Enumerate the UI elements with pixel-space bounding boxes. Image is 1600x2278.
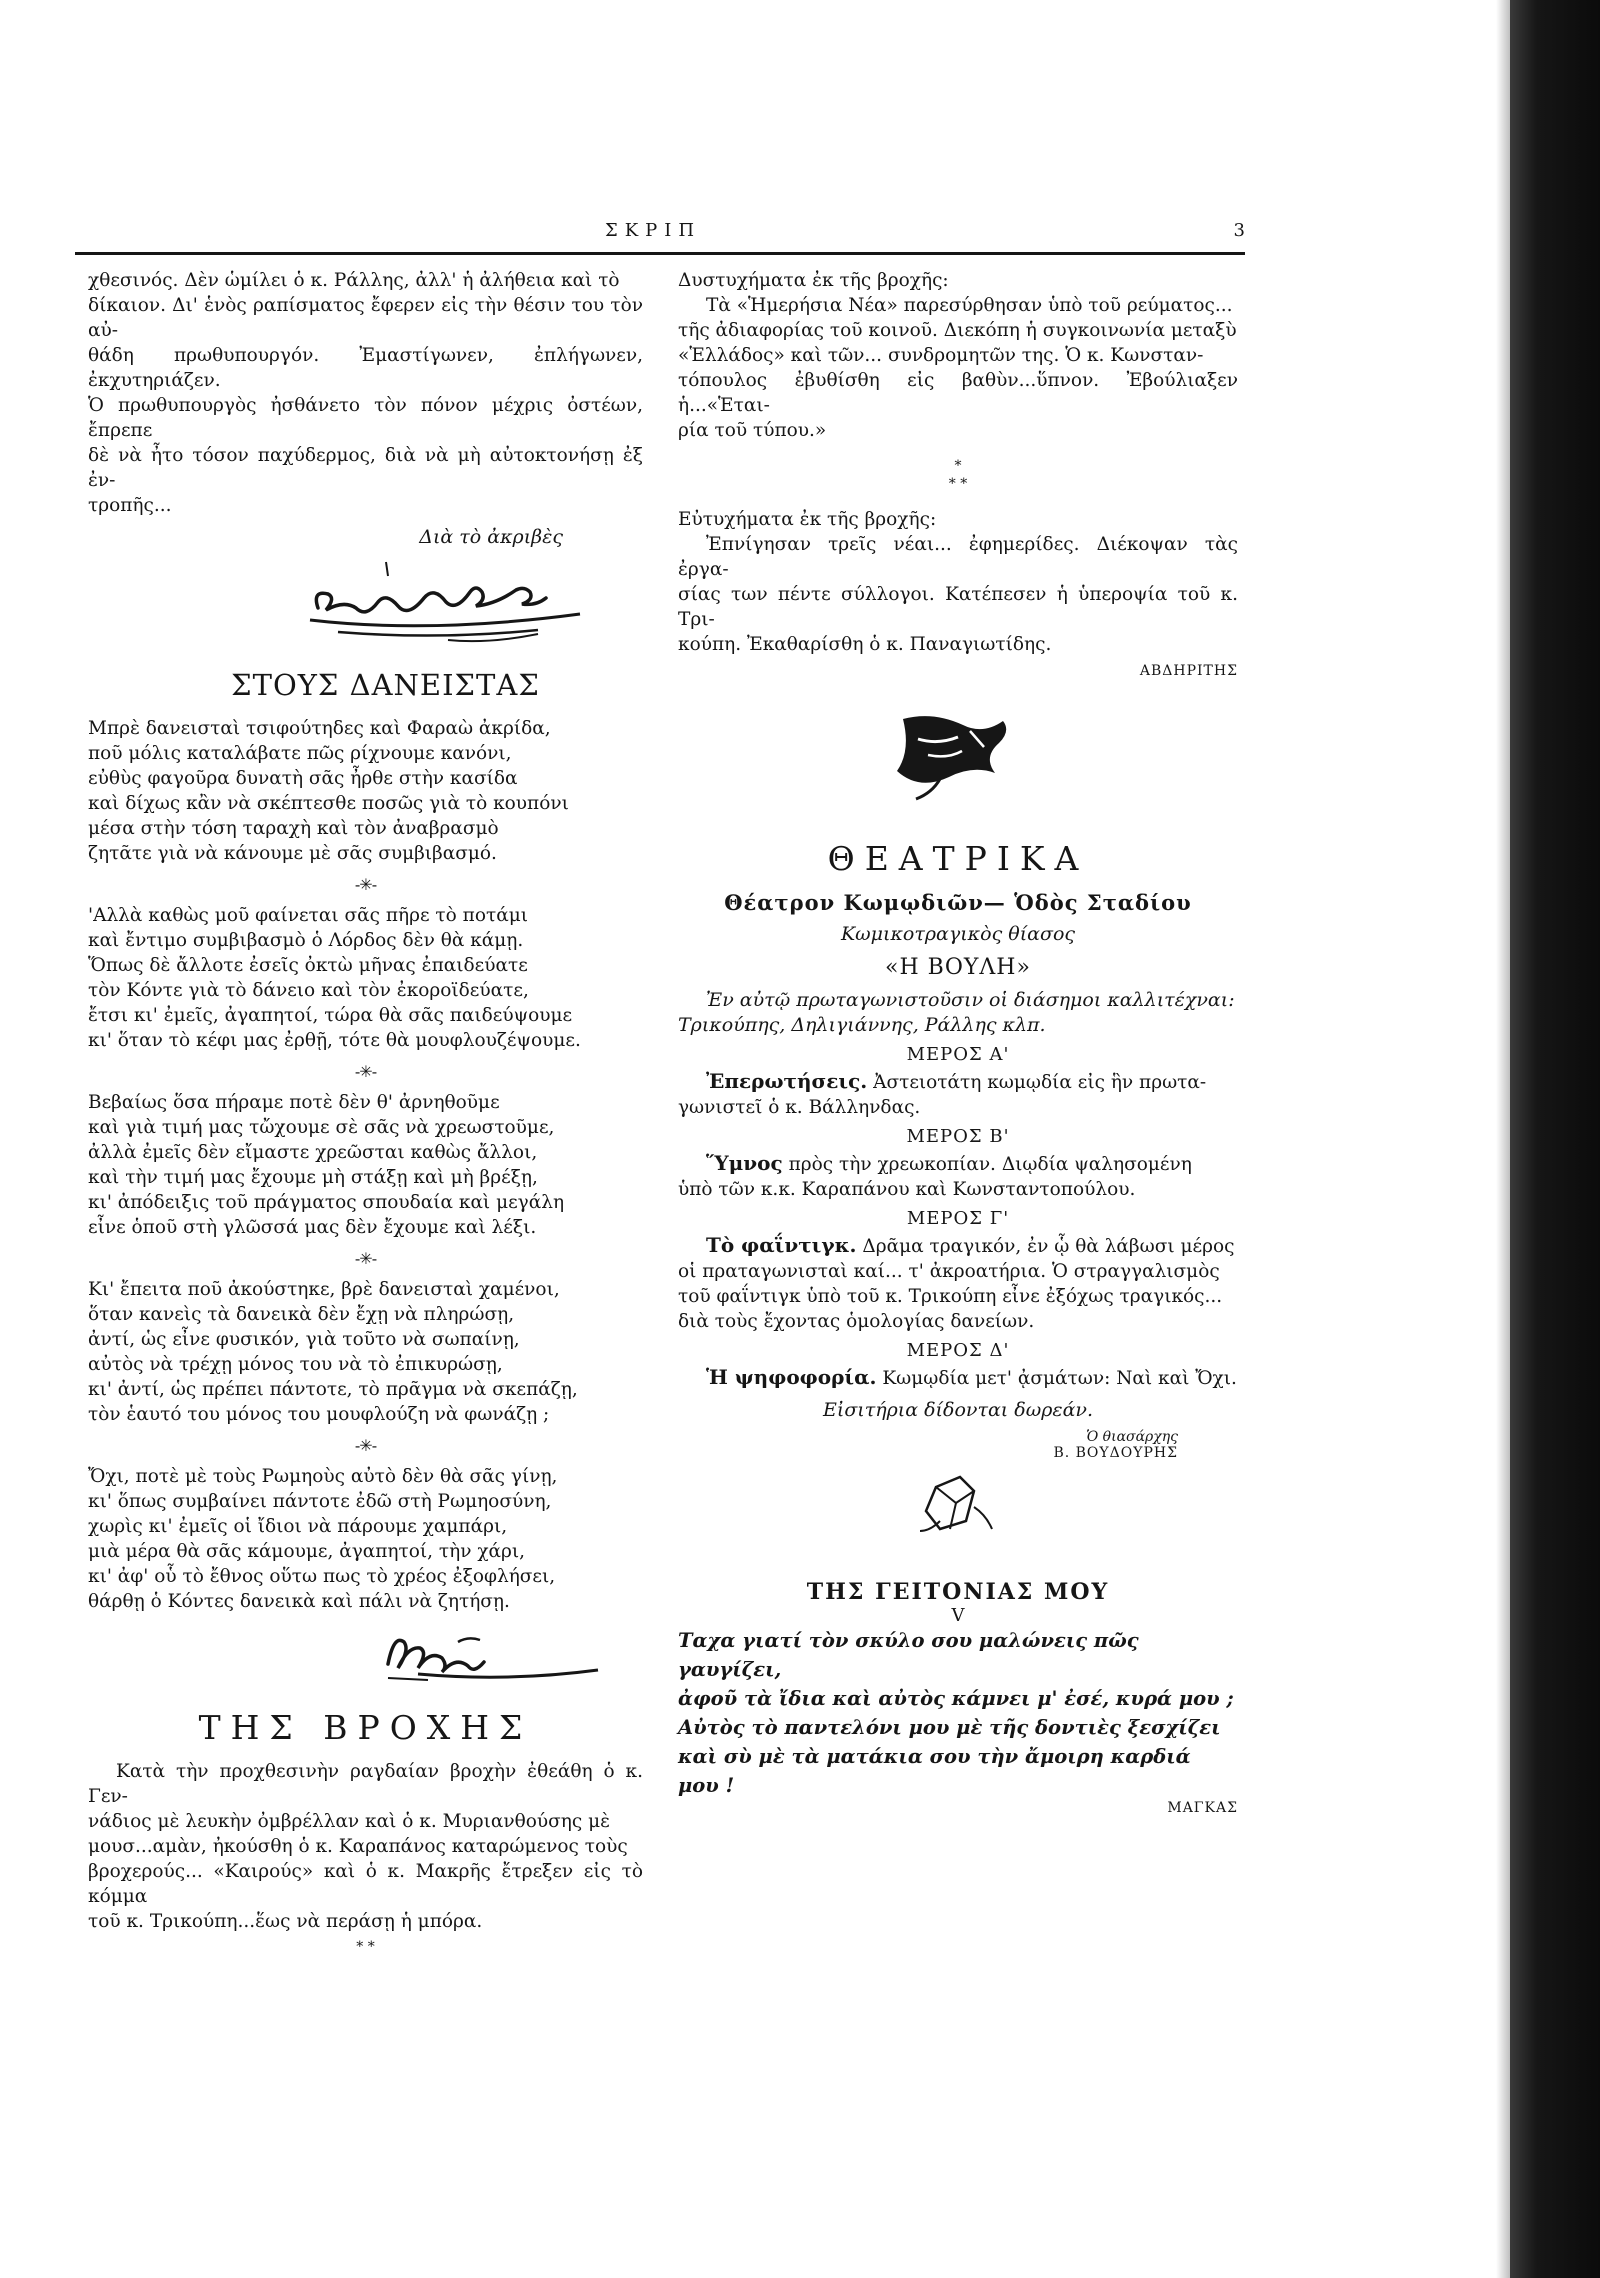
newspaper-title: ΣΚΡΙΠ [605, 220, 702, 241]
rain-fortunes [678, 507, 1238, 657]
intro-line: θάδη πρωθυπουργόν. Ἐμαστίγωνεν, ἐπλήγωνεν, ἐκχυτηριάζεν. [88, 345, 643, 391]
part-heading: ΜΕΡΟΣ Β' [906, 1126, 1010, 1147]
part-name: Ἐπερωτήσεις. [706, 1069, 868, 1093]
poem-stanza [88, 903, 643, 1053]
stanza-separator: -✳- [354, 1249, 377, 1268]
part-text: Κωμῳδία μετ' ᾀσμάτων: Ναὶ καὶ Ὄχι. [882, 1368, 1237, 1389]
rain-line: νάδιος μὲ λευκὴν ὀμβρέλλαν καὶ ὁ κ. Μυριανθούσης μὲ [88, 1811, 611, 1832]
stanza-separator: -✳- [354, 1062, 377, 1081]
poem-stanza [88, 1090, 643, 1240]
fortune-line: κούπη. Ἐκαθαρίσθη ὁ κ. Παναγιωτίδης. [678, 634, 1052, 655]
poem-line: θάρθῃ ὁ Κόντες δανεικὰ καὶ πάλι νὰ ζητήσῃ. [88, 1591, 510, 1612]
rain-article [88, 1759, 643, 1934]
poem-line: κι' ὅταν τὸ κέφι μας ἐρθῇ, τότε θὰ μουφλουζέψουμε. [88, 1030, 581, 1051]
certified-note: Διὰ τὸ ἀκριβὲς [419, 526, 563, 548]
part-name: Τὸ φαΐντιγκ. [706, 1233, 857, 1257]
poem-line: χωρὶς κι' ἐμεῖς οἱ ἴδιοι νὰ πάρουμε χαμπάρι, [88, 1516, 508, 1537]
neighbour-line: Ταχα γιατί τὸν σκύλο σου μαλώνεις πῶς γαυγίζει, [678, 1629, 1139, 1681]
ornament-bird [678, 1461, 1238, 1561]
rain-line: βροχερούς... «Καιρούς» καὶ ὁ κ. Μακρῆς ἔτρεξεν εἰς τὸ κόμμα [88, 1861, 643, 1907]
intro-line: δίκαιον. Δι' ἑνὸς ραπίσματος ἔφερεν εἰς τὴν θέσιν του τὸν αὐ- [88, 295, 643, 341]
poem-line: καὶ γιὰ τιμή μας τὤχουμε σὲ σᾶς νὰ χρεωστοῦμε, [88, 1117, 555, 1138]
misfortune-line: Τὰ «Ἡμερήσια Νέα» παρεσύρθησαν ὑπὸ τοῦ ρεύματος... [706, 295, 1233, 316]
poem-line: Ὅπως δὲ ἄλλοτε ἐσεῖς ὀκτὼ μῆνας ἐπαιδεύατε [88, 955, 528, 976]
poem-line: μέσα στὴν τόση ταραχὴ καὶ τὸν ἀναβρασμὸ [88, 818, 499, 839]
part-heading: ΜΕΡΟΣ Α' [906, 1044, 1010, 1065]
section-stars: * * [356, 1939, 375, 1955]
misfortune-line: Δυστυχήματα ἐκ τῆς βροχῆς: [678, 270, 949, 291]
poem-line: Κι' ἔπειτα ποῦ ἀκούστηκε, βρὲ δανεισταὶ χαμένοι, [88, 1279, 560, 1300]
cast-line: Ἐν αὐτῷ πρωταγωνιστοῦσιν οἱ διάσημοι καλλιτέχναι: [706, 989, 1235, 1011]
poem-stanza [88, 716, 643, 866]
asterism-top: * [954, 458, 962, 474]
fortune-line: σίας των πέντε σύλλογοι. Κατέπεσεν ἡ ὑπεροψία τοῦ κ. Τρι- [678, 584, 1238, 630]
fortune-line: Ἐπνίγησαν τρεῖς νέαι... ἐφημερίδες. Διέκοψαν τὰς ἐργα- [678, 534, 1238, 580]
page-number: 3 [1233, 220, 1245, 241]
theatre-venue: Θέατρον Κωμῳδιῶν— Ὁδὸς Σταδίου [724, 890, 1192, 915]
misfortune-line: τῆς ἀδιαφορίας τοῦ κοινοῦ. Διεκόπη ἡ συγκοινωνία μεταξὺ [678, 320, 1237, 341]
theatre-cast [678, 988, 1238, 1038]
poem-line: καὶ τὴν τιμή μας ἔχουμε μὴ στάξῃ καὶ μὴ βρέξῃ, [88, 1167, 538, 1188]
rain-title: ΤΗΣ ΒΡΟΧΗΣ [198, 1708, 533, 1747]
neighbour-line: ἀφοῦ τὰ ἴδια καὶ αὐτὸς κάμνει μ' ἐσέ, κυρά μου ; [678, 1687, 1234, 1710]
handwritten-signature-graphic [88, 548, 643, 658]
part-text: Δρᾶμα τραγικόν, ἐν ᾧ θὰ λάβωσι μέρος [862, 1236, 1235, 1257]
misfortune-line: «Ἑλλάδος» καὶ τῶν... συνδρομητῶν της. Ὁ κ. Κωνσταν- [678, 345, 1204, 366]
poem-line: κι' ἀπόδειξις τοῦ πράγματος σπουδαία καὶ μεγάλη [88, 1192, 565, 1213]
part-text: Ἀστειοτάτη κωμῳδία εἰς ἣν πρωτα- [873, 1072, 1207, 1093]
neighbour-poem [678, 1626, 1238, 1800]
neighbour-signature: ΜΑΓΚΑΣ [1167, 1800, 1238, 1816]
intro-article [88, 268, 643, 518]
tickets-note: Εἰσιτήρια δίδονται δωρεάν. [823, 1399, 1093, 1421]
poem-line: ἀντί, ὡς εἶνε φυσικόν, γιὰ τοῦτο νὰ σωπαίνῃ, [88, 1329, 520, 1350]
poem-line: ζητᾶτε γιὰ νὰ κάνουμε μὲ σᾶς συμβιβασμό. [88, 843, 497, 864]
poem-line: τὸν Κόντε γιὰ τὸ δάνειο καὶ τὸν ἐκοροϊδεύατε, [88, 980, 529, 1001]
rain-line: τοῦ κ. Τρικούπη...ἕως νὰ περάσῃ ἡ μπόρα. [88, 1911, 483, 1932]
poem-stanza [88, 1277, 643, 1427]
impresario-label: Ὁ θιασάρχης [1086, 1429, 1178, 1445]
poem-line: Βεβαίως ὅσα πήραμε ποτὲ δὲν θ' ἀρνηθοῦμε [88, 1092, 500, 1113]
part-four [678, 1365, 1238, 1391]
poem-to-creditors [88, 716, 643, 1614]
part-heading: ΜΕΡΟΣ Γ' [906, 1208, 1010, 1229]
left-column [88, 268, 643, 1958]
poem-stanza [88, 1464, 643, 1614]
neighbour-line: καὶ σὺ μὲ τὰ ματάκια σου τὴν ἄμοιρη καρδιά μου ! [678, 1745, 1191, 1797]
rain-misfortunes [678, 268, 1238, 443]
part-name: Ἡ ψηφοφορία. [706, 1365, 877, 1389]
part-text: ὑπὸ τῶν κ.κ. Καραπάνου καὶ Κωνσταντοπούλου. [678, 1179, 1136, 1200]
scan-dark-edge [1510, 0, 1600, 2278]
page-header [75, 218, 1245, 258]
poem-line: εἶνε ὁποῦ στὴ γλῶσσά μας δὲν ἔχουμε καὶ λέξι. [88, 1217, 537, 1238]
header-rule [75, 252, 1245, 255]
part-three [678, 1233, 1238, 1334]
neighbour-line: Αὐτὸς τὸ παντελόνι μου μὲ τῆς δοντιὲς ξεσχίζει [678, 1716, 1221, 1739]
poem-line: κι' ἀφ' οὗ τὸ ἔθνος οὕτω πως τὸ χρέος ἐξοφλήσει, [88, 1566, 556, 1587]
poem-line: μιὰ μέρα θὰ σᾶς κάμουμε, ἀγαπητοί, τὴν χάρι, [88, 1541, 526, 1562]
poem-line: ἀλλὰ ἐμεῖς δὲν εἴμαστε χρεῶσται καθὼς ἄλλοι, [88, 1142, 538, 1163]
flag-ornament [678, 679, 1238, 829]
poem-title: ΣΤΟΥΣ ΔΑΝΕΙΣΤΑΣ [231, 668, 540, 702]
scan-shadow [1496, 0, 1510, 2278]
poem-line: ἔτσι κι' ἐμεῖς, ἀγαπητοί, τώρα θὰ σᾶς παιδεύψουμε [88, 1005, 573, 1026]
right-column [678, 268, 1238, 1816]
fortunes-signature: ΑΒΔΗΡΙΤΗΣ [1139, 663, 1238, 679]
poem-line: καὶ δίχως κἂν νὰ σκέπτεσθε ποσῶς γιὰ τὸ κουπόνι [88, 793, 569, 814]
part-two [678, 1151, 1238, 1202]
misfortune-line: ρία τοῦ τύπου.» [678, 420, 827, 441]
part-name: Ὕμνος [706, 1151, 783, 1175]
poem-line: αὐτὸς νὰ τρέχῃ μόνος του νὰ τὸ ἐπικυρώσῃ, [88, 1354, 503, 1375]
poem-line: ποῦ μόλις καταλάβατε πῶς ρίχνουμε κανόνι, [88, 743, 512, 764]
cast-line: Τρικούπης, Δηλιγιάννης, Ράλλης κλπ. [678, 1014, 1046, 1036]
poem-line: ὅταν κανεὶς τὰ δανεικὰ δὲν ἔχῃ νὰ πληρώσῃ, [88, 1304, 515, 1325]
neighbour-numeral: V [951, 1605, 965, 1626]
poem-line: Ὄχι, ποτὲ μὲ τοὺς Ρωμηοὺς αὐτὸ δὲν θὰ σᾶς γίνῃ, [88, 1466, 558, 1487]
poem-line: εὐθὺς φαγοῦρα δυνατὴ σᾶς ἦρθε στὴν κασίδα [88, 768, 518, 789]
poem-line: κι' ὅπως συμβαίνει πάντοτε ἐδῶ στὴ Ρωμηοσύνη, [88, 1491, 552, 1512]
theatre-title: ΘΕΑΤΡΙΚΑ [827, 839, 1089, 878]
neighbour-title: ΤΗΣ ΓΕΙΤΟΝΙΑΣ ΜΟΥ [806, 1579, 1110, 1605]
theatre-troupe: Κωμικοτραγικὸς θίασος [840, 923, 1076, 945]
part-text: τοῦ φαΐντιγκ ὑπὸ τοῦ κ. Τρικούπη εἶνε ἐξόχως τραγικός... [678, 1286, 1223, 1307]
part-text: οἱ πραταγωνισταὶ καί... τ' ἀκροατήρια. Ὁ στραγγαλισμὸς [678, 1261, 1220, 1282]
poem-line: κι' ἀντί, ὡς πρέπει πάντοτε, τὸ πρᾶγμα νὰ σκεπάζῃ, [88, 1379, 578, 1400]
handwritten-signature-graphic [88, 1614, 643, 1694]
rain-line: μουσ...αμὰν, ἠκούσθη ὁ κ. Καραπάνος καταρώμενος τοὺς [88, 1836, 628, 1857]
poem-line: τὸν ἑαυτό του μόνος του μουφλούζη νὰ φωνάζῃ ; [88, 1404, 550, 1425]
asterism-bottom: * * [948, 476, 968, 492]
intro-line: δὲ νὰ ἦτο τόσον παχύδερμος, διὰ νὰ μὴ αὐτοκτονήσῃ ἐξ ἐν- [88, 445, 643, 491]
part-text: γωνιστεῖ ὁ κ. Βάλληνδας. [678, 1097, 921, 1118]
rain-line: Κατὰ τὴν προχθεσινὴν ραγδαίαν βροχὴν ἐθεάθη ὁ κ. Γεν- [88, 1761, 643, 1807]
part-text: διὰ τοὺς ἔχοντας ὁμολογίας δανείων. [678, 1311, 1035, 1332]
theatre-play: «Η ΒΟΥΛΗ» [885, 955, 1031, 980]
part-text: πρὸς τὴν χρεωκοπίαν. Διῳδία ψαλησομένη [788, 1154, 1192, 1175]
impresario-name: Β. ΒΟΥΔΟΥΡΗΣ [1053, 1445, 1178, 1461]
part-one [678, 1069, 1238, 1120]
poem-line: καὶ ἔντιμο συμβιβασμὸ ὁ Λόρδος δὲν θὰ κάμῃ. [88, 930, 524, 951]
stanza-separator: -✳- [354, 875, 377, 894]
intro-line: χθεσινός. Δὲν ὡμίλει ὁ κ. Ράλλης, ἀλλ' ἡ ἀλήθεια καὶ τὸ [88, 270, 620, 291]
poem-line: 'Αλλὰ καθὼς μοῦ φαίνεται σᾶς πῆρε τὸ ποτάμι [88, 905, 528, 926]
stanza-separator: -✳- [354, 1436, 377, 1455]
misfortune-line: τόπουλος ἐβυθίσθη εἰς βαθὺν...ὕπνον. Ἐβούλιαξεν ἡ...«Ἑται- [678, 370, 1238, 416]
fortune-line: Εὐτυχήματα ἐκ τῆς βροχῆς: [678, 509, 937, 530]
intro-line: Ὁ πρωθυπουργὸς ἠσθάνετο τὸν πόνον μέχρις ὀστέων, ἔπρεπε [88, 395, 643, 441]
intro-line: τροπῆς... [88, 495, 172, 516]
poem-line: Μπρὲ δανεισταὶ τσιφούτηδες καὶ Φαραὼ ἀκρίδα, [88, 718, 551, 739]
part-heading: ΜΕΡΟΣ Δ' [906, 1340, 1010, 1361]
